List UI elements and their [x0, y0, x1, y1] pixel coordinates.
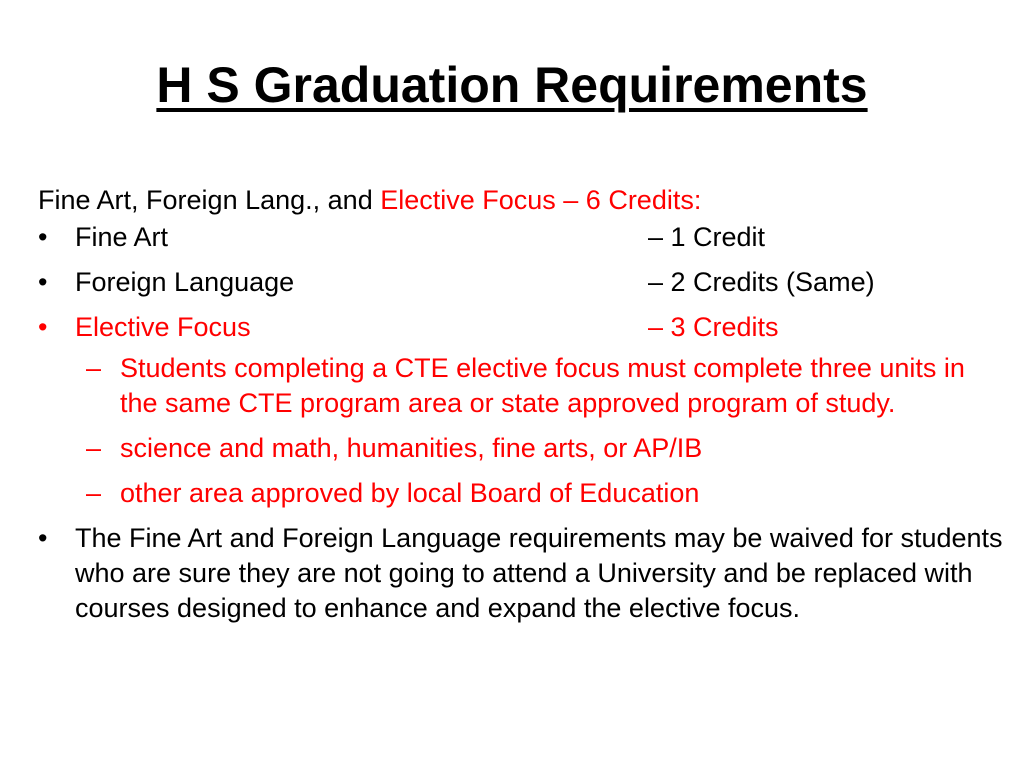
bullet-icon: •	[38, 312, 48, 342]
elective-sub-item	[38, 476, 1008, 511]
sub-item-text: science and math, humanities, fine arts, or AP/IB	[120, 433, 703, 463]
intro-highlight: Elective Focus – 6 Credits:	[380, 185, 702, 215]
intro-line	[38, 183, 1008, 218]
requirement-credits: – 1 Credit	[648, 222, 766, 252]
dash-icon: –	[86, 478, 102, 508]
requirement-credits: – 2 Credits (Same)	[648, 267, 875, 297]
slide-title: H S Graduation Requirements	[156, 57, 868, 113]
dash-icon: –	[86, 353, 102, 383]
elective-sub-item	[38, 431, 1008, 466]
bullet-icon: •	[38, 267, 48, 297]
sub-item-text: other area approved by local Board of Education	[120, 478, 700, 508]
bullet-icon: •	[38, 222, 48, 252]
slide-body	[38, 183, 1008, 626]
waiver-note-text: The Fine Art and Foreign Language requirements may be waived for students who are sure they are not going to attend a University and be replaced with courses designed to enhance and expand the elective focus.	[75, 523, 1003, 623]
requirement-item-elective-focus	[38, 310, 1008, 345]
requirement-label: Fine Art	[75, 222, 169, 252]
bullet-icon: •	[38, 523, 48, 553]
elective-sub-item	[38, 351, 1008, 421]
dash-icon: –	[86, 433, 102, 463]
requirement-label: Foreign Language	[75, 267, 295, 297]
waiver-note	[38, 521, 1008, 626]
requirement-item-foreign-language	[38, 265, 1008, 300]
intro-prefix: Fine Art, Foreign Lang., and	[38, 185, 381, 215]
sub-item-text: Students completing a CTE elective focus must complete three units in the same CTE program area or state approved program of study.	[120, 353, 965, 418]
requirement-item-fine-art	[38, 220, 1008, 255]
requirement-label: Elective Focus	[75, 312, 251, 342]
requirement-credits: – 3 Credits	[648, 312, 779, 342]
